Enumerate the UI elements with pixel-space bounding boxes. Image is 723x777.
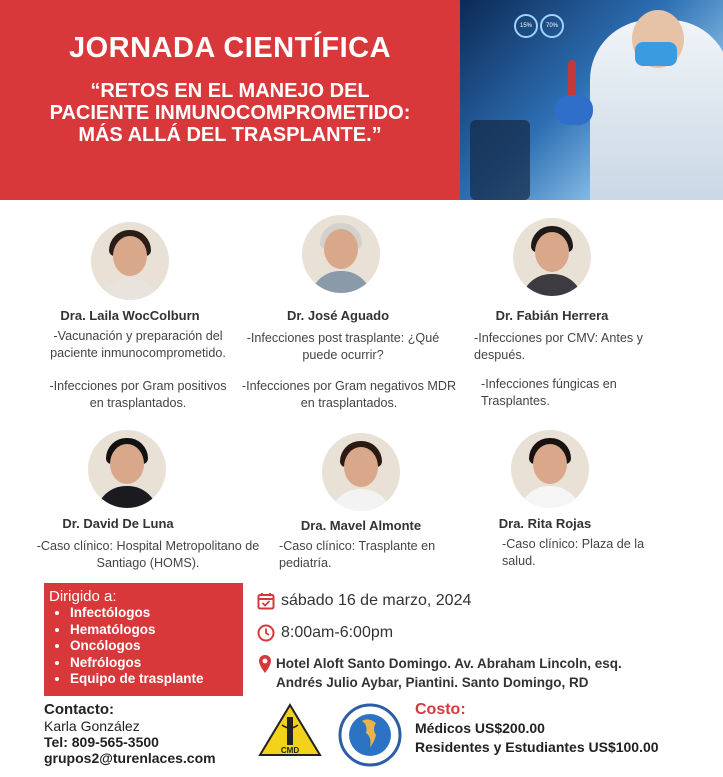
venue-line: Andrés Julio Aybar, Piantini. Santo Domingo, RD — [276, 675, 589, 690]
event-time: 8:00am-6:00pm — [281, 624, 394, 641]
data-ring: 70% — [540, 14, 564, 38]
event-title: JORNADA CIENTÍFICA — [68, 32, 392, 64]
calendar-icon — [257, 592, 275, 610]
speaker-name: Dr. José Aguado — [286, 308, 390, 323]
speaker-name: Dra. Rita Rojas — [498, 516, 592, 531]
audience-item: • Equipo de trasplante — [70, 671, 204, 688]
avatar — [88, 430, 166, 508]
lab-photo — [460, 0, 723, 200]
event-subtitle — [10, 80, 450, 146]
clock-icon — [257, 624, 275, 642]
audience-title: Dirigido a: — [49, 588, 117, 605]
speaker-topic: -Infecciones post trasplante: ¿Qué puede ocurrir? — [246, 331, 440, 362]
audience-item: • Hematólogos — [70, 622, 204, 639]
avatar — [511, 430, 589, 508]
audience-item: • Oncólogos — [70, 638, 204, 655]
audience-item: • Nefrólogos — [70, 655, 204, 672]
subtitle-line: PACIENTE INMUNOCOMPROMETIDO: — [49, 102, 411, 124]
cmd-logo-text: CMD — [280, 746, 300, 755]
subtitle-line: “RETOS EN EL MANEJO DEL — [90, 80, 370, 102]
speaker-topic: -Infecciones fúngicas en Trasplantes. — [481, 377, 617, 408]
event-venue — [276, 654, 622, 692]
audience-box — [44, 583, 243, 696]
subtitle-line: MÁS ALLÁ DEL TRASPLANTE.” — [78, 124, 382, 146]
cost-title: Costo: — [415, 701, 466, 718]
data-ring: 15% — [514, 14, 538, 38]
location-pin-icon — [258, 654, 272, 674]
microscope-shape — [470, 120, 530, 200]
cost-line: Residentes y Estudiantes US$100.00 — [415, 739, 659, 755]
avatar — [513, 218, 591, 296]
avatar — [322, 433, 400, 511]
face-mask — [635, 42, 677, 66]
association-logo — [338, 703, 402, 767]
speaker-name: Dra. Mavel Almonte — [300, 518, 422, 533]
contact-title: Contacto: — [44, 701, 114, 718]
audience-item: • Infectólogos — [70, 605, 204, 622]
title-banner — [0, 0, 460, 200]
avatar — [91, 222, 169, 300]
glove — [555, 95, 593, 125]
speaker-topic: -Infecciones por Gram negativos MDR en trasplantados. — [241, 379, 457, 410]
contact-email[interactable]: grupos2@turenlaces.com — [44, 750, 216, 766]
avatar — [302, 215, 380, 293]
venue-line: Hotel Aloft Santo Domingo. Av. Abraham Lincoln, esq. — [276, 656, 622, 671]
speaker-topic: -Caso clínico: Hospital Metropolitano de Santiago (HOMS). — [36, 539, 260, 570]
cost-block — [415, 700, 659, 757]
speaker-name: Dr. Fabián Herrera — [495, 308, 609, 323]
cmd-logo — [258, 703, 322, 761]
speaker-topic: -Caso clínico: Plaza de la salud. — [502, 537, 645, 568]
speaker-topic: -Vacunación y preparación del paciente inmunocomprometido. — [50, 329, 226, 360]
speaker-topic: -Infecciones por CMV: Antes y después. — [474, 331, 643, 362]
event-date: sábado 16 de marzo, 2024 — [281, 592, 472, 609]
speaker-topic: -Infecciones por Gram positivos en trasplantados. — [49, 379, 227, 410]
speaker-name: Dr. David De Luna — [62, 516, 174, 531]
speaker-name: Dra. Laila WocColburn — [60, 308, 200, 323]
speaker-topic: -Caso clínico: Trasplante en pediatría. — [279, 539, 436, 570]
cost-line: Médicos US$200.00 — [415, 720, 545, 736]
contact-name: Karla González — [44, 718, 140, 734]
contact-phone: Tel: 809-565-3500 — [44, 734, 159, 750]
audience-list — [52, 605, 204, 688]
contact-block — [44, 702, 216, 766]
